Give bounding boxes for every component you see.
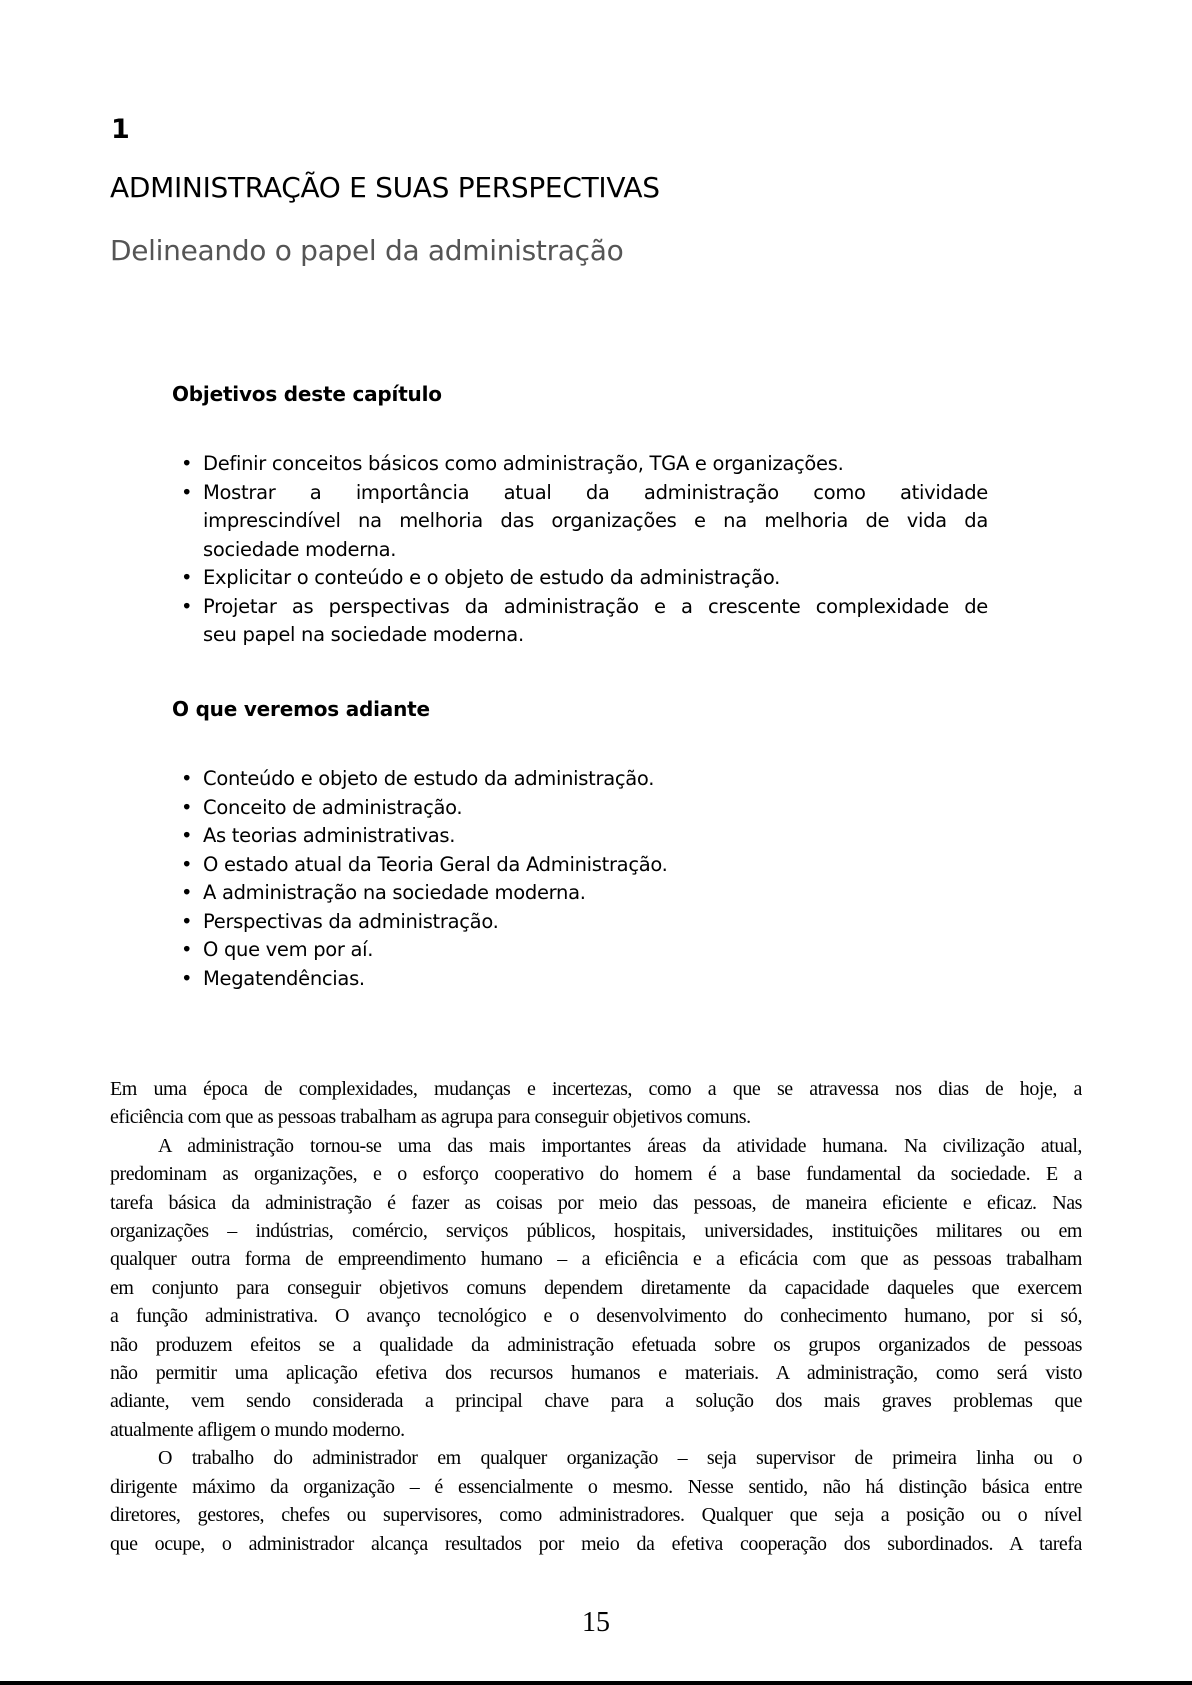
body-text <box>110 1075 1082 1558</box>
line: qualquer outra forma de empreendimento humano – a eficiência e a eficácia com que as pessoas trabalham <box>110 1248 1082 1271</box>
line: predominam as organizações, e o esforço cooperativo do homem é a base fundamental da sociedade. E a <box>110 1163 1082 1186</box>
line: diretores, gestores, chefes ou supervisores, como administradores. Qualquer que seja a posição ou o nível <box>110 1504 1082 1527</box>
bullet-icon: • <box>181 795 193 819</box>
objective-item <box>172 479 988 565</box>
paragraph <box>110 1444 1082 1558</box>
topic-label: Conteúdo e objeto de estudo da administração. <box>203 767 655 790</box>
line: Explicitar o conteúdo e o objeto de estudo da administração. <box>203 566 781 589</box>
bullet-icon: • <box>181 966 193 990</box>
line: adiante, vem sendo considerada a principal chave para a solução dos mais graves problemas que <box>110 1390 1082 1413</box>
line: A administração tornou-se uma das mais importantes áreas da atividade humana. Na civilização atual, <box>158 1134 1082 1157</box>
bullet-icon: • <box>181 452 193 475</box>
topic-item <box>172 879 988 908</box>
chapter-title: ADMINISTRAÇÃO E SUAS PERSPECTIVAS <box>110 171 660 204</box>
topic-label: A administração na sociedade moderna. <box>203 881 586 904</box>
topic-label: O estado atual da Teoria Geral da Administração. <box>203 852 668 876</box>
paragraph <box>110 1132 1082 1444</box>
line: não permitir uma aplicação efetiva dos recursos humanos e materiais. A administração, como será visto <box>110 1362 1082 1385</box>
next-topics-list <box>172 765 988 993</box>
topic-item <box>172 936 988 965</box>
line: O trabalho do administrador em qualquer organização – seja supervisor de primeira linha ou o <box>158 1447 1082 1470</box>
topic-item <box>172 965 988 994</box>
topic-item <box>172 822 988 851</box>
line: em conjunto para conseguir objetivos comuns dependem diretamente da capacidade daqueles que exercem <box>110 1276 1082 1299</box>
objectives-heading: Objetivos deste capítulo <box>172 382 442 406</box>
chapter-subtitle: Delineando o papel da administração <box>110 234 624 267</box>
line: eficiência com que as pessoas trabalham as agrupa para conseguir objetivos comuns. <box>110 1106 751 1129</box>
bullet-icon: • <box>181 938 193 961</box>
topic-item <box>172 794 988 823</box>
line: Projetar as perspectivas da administração e a crescente complexidade de <box>203 594 988 618</box>
topic-item <box>172 851 988 880</box>
line: Mostrar a importância atual da administração como atividade <box>203 480 988 504</box>
topic-label: Conceito de administração. <box>203 795 463 819</box>
page-number: 15 <box>582 1607 610 1638</box>
objectives-list <box>172 450 988 650</box>
topic-label: O que vem por aí. <box>203 938 374 961</box>
objective-item <box>172 450 988 479</box>
line: seu papel na sociedade moderna. <box>203 623 524 646</box>
next-topics-heading: O que veremos adiante <box>172 697 430 721</box>
line: sociedade moderna. <box>203 537 397 561</box>
paragraph <box>110 1075 1082 1132</box>
line: imprescindível na melhoria das organizações e na melhoria de vida da <box>203 509 988 532</box>
line: que ocupe, o administrador alcança resultados por meio da efetiva cooperação dos subordinados. A tarefa <box>110 1532 1082 1555</box>
bullet-icon: • <box>181 909 193 933</box>
chapter-number: 1 <box>111 114 130 145</box>
line: Em uma época de complexidades, mudanças e incertezas, como a que se atravessa nos dias de hoje, a <box>110 1078 1082 1100</box>
line: atualmente afligem o mundo moderno. <box>110 1418 405 1441</box>
topic-label: Megatendências. <box>203 966 365 990</box>
objective-item <box>172 564 988 593</box>
line: organizações – indústrias, comércio, serviços públicos, hospitais, universidades, instituições militares ou em <box>110 1220 1082 1243</box>
bullet-icon: • <box>181 852 193 876</box>
bullet-icon: • <box>181 480 193 504</box>
line: dirigente máximo da organização – é essencialmente o mesmo. Nesse sentido, não há distinção básica entre <box>110 1475 1082 1498</box>
line: Definir conceitos básicos como administração, TGA e organizações. <box>203 452 844 475</box>
bullet-icon: • <box>181 881 193 904</box>
line: não produzem efeitos se a qualidade da administração efetuada sobre os grupos organizados de pessoas <box>110 1333 1082 1356</box>
next-topics-section <box>172 697 988 993</box>
bullet-icon: • <box>181 594 193 618</box>
objectives-section <box>172 382 988 650</box>
line: tarefa básica da administração é fazer as coisas por meio das pessoas, de maneira eficiente e eficaz. Nas <box>110 1191 1082 1214</box>
bottom-rule <box>0 1681 1192 1685</box>
bullet-icon: • <box>181 824 193 847</box>
topic-item <box>172 765 988 794</box>
bullet-icon: • <box>181 566 193 589</box>
topic-label: Perspectivas da administração. <box>203 909 499 933</box>
line: a função administrativa. O avanço tecnológico e o desenvolvimento do conhecimento humano, por si só, <box>110 1305 1082 1328</box>
objective-item <box>172 593 988 650</box>
bullet-icon: • <box>181 767 193 790</box>
topic-label: As teorias administrativas. <box>203 824 456 847</box>
topic-item <box>172 908 988 937</box>
